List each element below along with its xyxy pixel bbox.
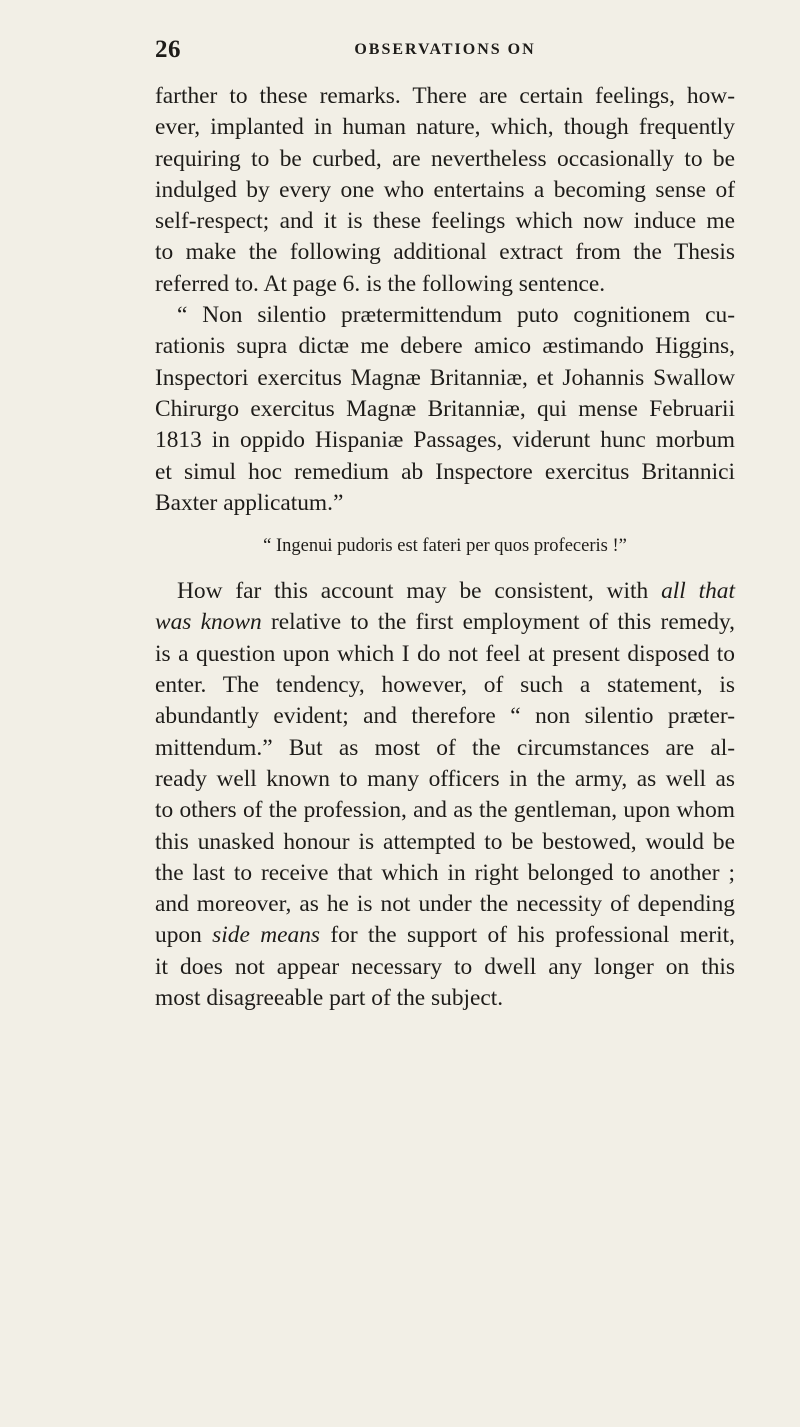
text-line — [155, 576, 735, 607]
text-line: to make the following additional extract from the Thesis — [155, 239, 735, 266]
text-segment: for the support of his professional merit, — [330, 922, 735, 949]
text-segment: relative to the first employment of this remedy, — [271, 609, 736, 636]
paragraph-1 — [155, 81, 735, 300]
text-line: and moreover, as he is not under the necessity of depending — [155, 891, 735, 918]
text-line: the last to receive that which in right belonged to another ; — [155, 859, 735, 886]
paragraph-2 — [155, 576, 735, 1014]
text-line: abundantly evident; and therefore “ non silentio præter- — [155, 703, 735, 730]
italic-phrase: was known — [155, 609, 262, 636]
text-line — [155, 920, 735, 951]
text-line: farther to these remarks. There are certain feelings, how- — [155, 83, 735, 109]
text-line: most disagreeable part of the subject. — [155, 985, 504, 1012]
text-line: referred to. At page 6. is the following sentence. — [155, 270, 606, 297]
latin-quotation: “ Ingenui pudoris est fateri per quos profeceris !” — [263, 536, 627, 557]
text-line: ever, implanted in human nature, which, though frequently — [155, 114, 735, 141]
text-line: it does not appear necessary to dwell any longer on this — [155, 953, 735, 980]
text-line — [155, 607, 735, 638]
text-segment: How far this account may be consistent, with — [177, 578, 649, 605]
text-line: this unasked honour is attempted to be bestowed, would be — [155, 828, 735, 855]
text-line: rationis supra dictæ me debere amico æstimando Higgins, — [155, 333, 735, 360]
italic-phrase: all that — [661, 578, 736, 605]
text-line: self-respect; and it is these feelings which now induce me — [155, 208, 735, 235]
text-line: ready well known to many officers in the army, as well as — [155, 765, 735, 792]
text-line: Baxter applicatum.” — [155, 489, 344, 516]
text-segment: upon — [155, 922, 202, 949]
body-text — [155, 81, 735, 1014]
text-line: requiring to be curbed, are nevertheless occasionally to be — [155, 145, 735, 172]
text-line: et simul hoc remedium ab Inspectore exercitus Britannici — [155, 458, 735, 485]
latin-extract — [155, 300, 735, 519]
text-line: 1813 in oppido Hispaniæ Passages, viderunt hunc morbum — [155, 427, 735, 454]
page-number: 26 — [155, 36, 181, 63]
text-line: indulged by every one who entertains a becoming sense of — [155, 176, 735, 203]
page-header — [155, 36, 735, 66]
text-line: “ Non silentio prætermittendum puto cognitionem cu- — [177, 302, 735, 329]
text-line: mittendum.” But as most of the circumstances are al- — [155, 734, 735, 761]
running-head: OBSERVATIONS ON — [354, 41, 536, 58]
text-line: is a question upon which I do not feel at present disposed to — [155, 640, 735, 667]
text-line: Chirurgo exercitus Magnæ Britanniæ, qui mense Februarii — [155, 395, 735, 422]
italic-phrase: side means — [212, 922, 320, 949]
text-line: Inspectori exercitus Magnæ Britanniæ, et Johannis Swallow — [155, 364, 735, 391]
text-line: to others of the profession, and as the gentleman, upon whom — [155, 797, 735, 824]
text-line: enter. The tendency, however, of such a statement, is — [155, 672, 735, 699]
